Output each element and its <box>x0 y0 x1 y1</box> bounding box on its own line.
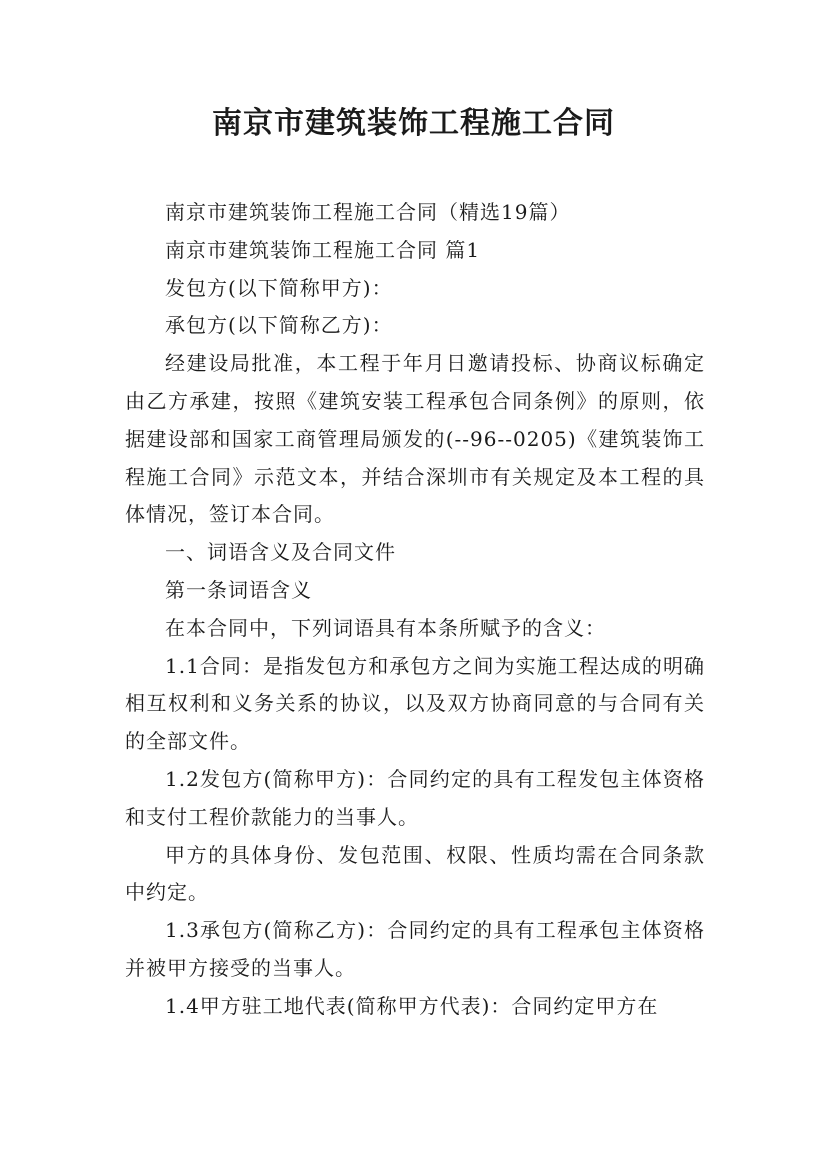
paragraph-party-b: 承包方(以下简称乙方)： <box>165 313 393 338</box>
paragraph-clause-1-3: 1.3承包方(简称乙方)：合同约定的具有工程承包主体资格并被甲方接受的当事人。 <box>125 918 705 980</box>
paragraph-preamble: 经建设局批准，本工程于年月日邀请投标、协商议标确定由乙方承建，按照《建筑安装工程承包合同条例》的原则，依据建设部和国家工商管理局颁发的(--96--0205)《建筑装饰工程施工合同》示范文本，并结合深圳市有关规定及本工程的具体情况，签订本合同。 <box>125 351 705 527</box>
paragraph-clause-1-2: 1.2发包方(简称甲方)：合同约定的具有工程发包主体资格和支付工程价款能力的当事人。 <box>125 766 705 829</box>
paragraph-clause-1-1: 1.1合同：是指发包方和承包方之间为实施工程达成的明确相互权利和义务关系的协议，以及双方协商同意的与合同有关的全部文件。 <box>125 653 705 754</box>
paragraph-section-heading: 南京市建筑装饰工程施工合同 篇1 <box>165 237 481 262</box>
paragraph-clause-1-2-note: 甲方的具体身份、发包范围、权限、性质均需在合同条款中约定。 <box>125 842 705 905</box>
document-title: 南京市建筑装饰工程施工合同 <box>212 106 615 141</box>
paragraph-article-heading: 第一条词语含义 <box>165 577 312 602</box>
paragraph-subtitle: 南京市建筑装饰工程施工合同（精选19篇） <box>165 200 571 224</box>
paragraph-party-a: 发包方(以下简称甲方)： <box>165 275 393 300</box>
paragraph-chapter-heading: 一、词语含义及合同文件 <box>165 540 396 565</box>
paragraph-article-intro: 在本合同中，下列词语具有本条所赋予的含义： <box>165 615 606 640</box>
paragraph-clause-1-4: 1.4甲方驻工地代表(简称甲方代表)：合同约定甲方在 <box>165 993 659 1018</box>
document-body <box>125 194 705 1026</box>
